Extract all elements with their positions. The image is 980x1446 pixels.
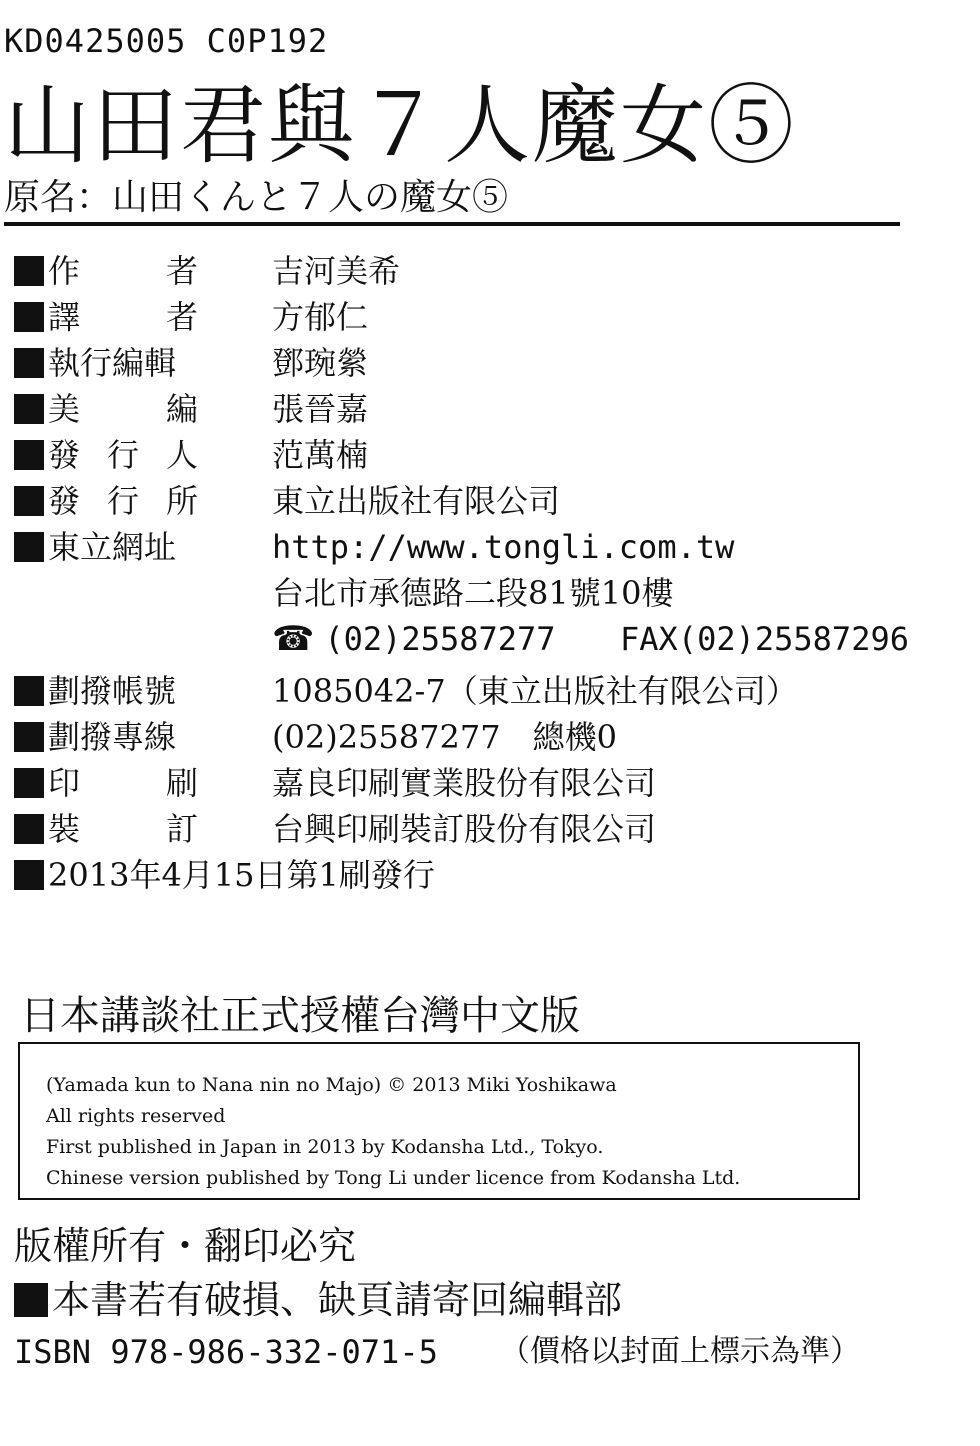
rights-reserved: 版權所有・翻印必究 <box>14 1224 357 1268</box>
phone-number: (02)25587277 <box>324 620 556 658</box>
bullet-square-icon <box>14 486 44 516</box>
copyright-line: All rights reserved <box>46 1105 226 1127</box>
credit-value: 東立出版社有限公司 <box>272 482 561 520</box>
copyright-line: First published in Japan in 2013 by Kodansha Ltd., Tokyo. <box>46 1136 604 1158</box>
credit-label: 譯 者 <box>48 298 198 336</box>
credit-label: 東立網址 <box>48 528 177 566</box>
credit-row-postal-account <box>14 668 914 714</box>
damage-notice-row <box>14 1276 622 1324</box>
credit-label: 執行編輯 <box>48 344 177 382</box>
isbn-row <box>14 1330 860 1374</box>
credit-row-printing <box>14 760 914 806</box>
copyright-line: Chinese version published by Tong Li under licence from Kodansha Ltd. <box>46 1167 741 1189</box>
bullet-square-icon <box>14 302 44 332</box>
bullet-square-icon <box>14 394 44 424</box>
credit-value: 1085042-7（東立出版社有限公司） <box>272 672 798 710</box>
bullet-square-icon <box>14 348 44 378</box>
credit-value: 鄧琬縈 <box>272 344 369 382</box>
credit-row-publisher <box>14 432 914 478</box>
credit-label: 發 行 所 <box>48 482 198 520</box>
copyright-line: (Yamada kun to Nana nin no Majo) © 2013 Miki Yoshikawa <box>46 1074 617 1096</box>
credit-value: 張晉嘉 <box>272 390 369 428</box>
credit-value: 吉河美希 <box>272 252 401 290</box>
website-url: http://www.tongli.com.tw <box>272 528 735 566</box>
print-date: 2013年4月15日第1刷發行 <box>48 856 435 894</box>
credit-value: 方郁仁 <box>272 298 369 336</box>
bullet-square-icon <box>14 768 44 798</box>
credit-row-binding <box>14 806 914 852</box>
bullet-square-icon <box>14 676 44 706</box>
credit-label: 美 編 <box>48 390 198 428</box>
address-row <box>14 570 914 616</box>
credit-label: 裝 訂 <box>48 810 198 848</box>
license-statement: 日本講談社正式授權台灣中文版 <box>20 993 580 1039</box>
credit-label: 劃撥專線 <box>48 718 177 756</box>
bullet-square-icon <box>14 440 44 470</box>
product-code: KD0425005 C0P192 <box>4 22 329 60</box>
damage-notice: 本書若有破損、缺頁請寄回編輯部 <box>52 1278 623 1322</box>
title-divider <box>4 222 900 226</box>
credit-row-author <box>14 248 914 294</box>
credits-block <box>14 248 914 898</box>
price-note: （價格以封面上標示為準） <box>500 1334 860 1369</box>
telephone-icon: ☎ <box>272 619 315 659</box>
credit-row-postal-line <box>14 714 914 760</box>
contact-row <box>14 616 914 662</box>
credit-row-translator <box>14 294 914 340</box>
credit-value: (02)25587277 總機0 <box>272 718 617 756</box>
address: 台北市承德路二段81號10樓 <box>272 574 674 612</box>
book-title: 山田君與７人魔女⑤ <box>4 76 796 176</box>
credit-row-website <box>14 524 914 570</box>
credit-value: 嘉良印刷實業股份有限公司 <box>272 764 657 802</box>
bullet-square-icon <box>14 1283 48 1317</box>
credit-label: 印 刷 <box>48 764 198 802</box>
bullet-square-icon <box>14 814 44 844</box>
original-title: 原名：山田くんと７人の魔女⑤ <box>4 177 509 218</box>
print-date-row <box>14 852 914 898</box>
bullet-square-icon <box>14 860 44 890</box>
fax-number: FAX(02)25587296 <box>620 620 909 658</box>
copyright-box <box>18 1042 860 1200</box>
credit-value: 台興印刷裝訂股份有限公司 <box>272 810 657 848</box>
credit-label: 作 者 <box>48 252 198 290</box>
credit-row-editor <box>14 340 914 386</box>
credit-label: 發 行 人 <box>48 436 198 474</box>
bullet-square-icon <box>14 532 44 562</box>
credit-label: 劃撥帳號 <box>48 672 177 710</box>
credit-value: 范萬楠 <box>272 436 369 474</box>
bullet-square-icon <box>14 722 44 752</box>
credit-row-publishing-house <box>14 478 914 524</box>
isbn: ISBN 978-986-332-071-5 <box>14 1333 438 1371</box>
bullet-square-icon <box>14 256 44 286</box>
credit-row-art-editor <box>14 386 914 432</box>
